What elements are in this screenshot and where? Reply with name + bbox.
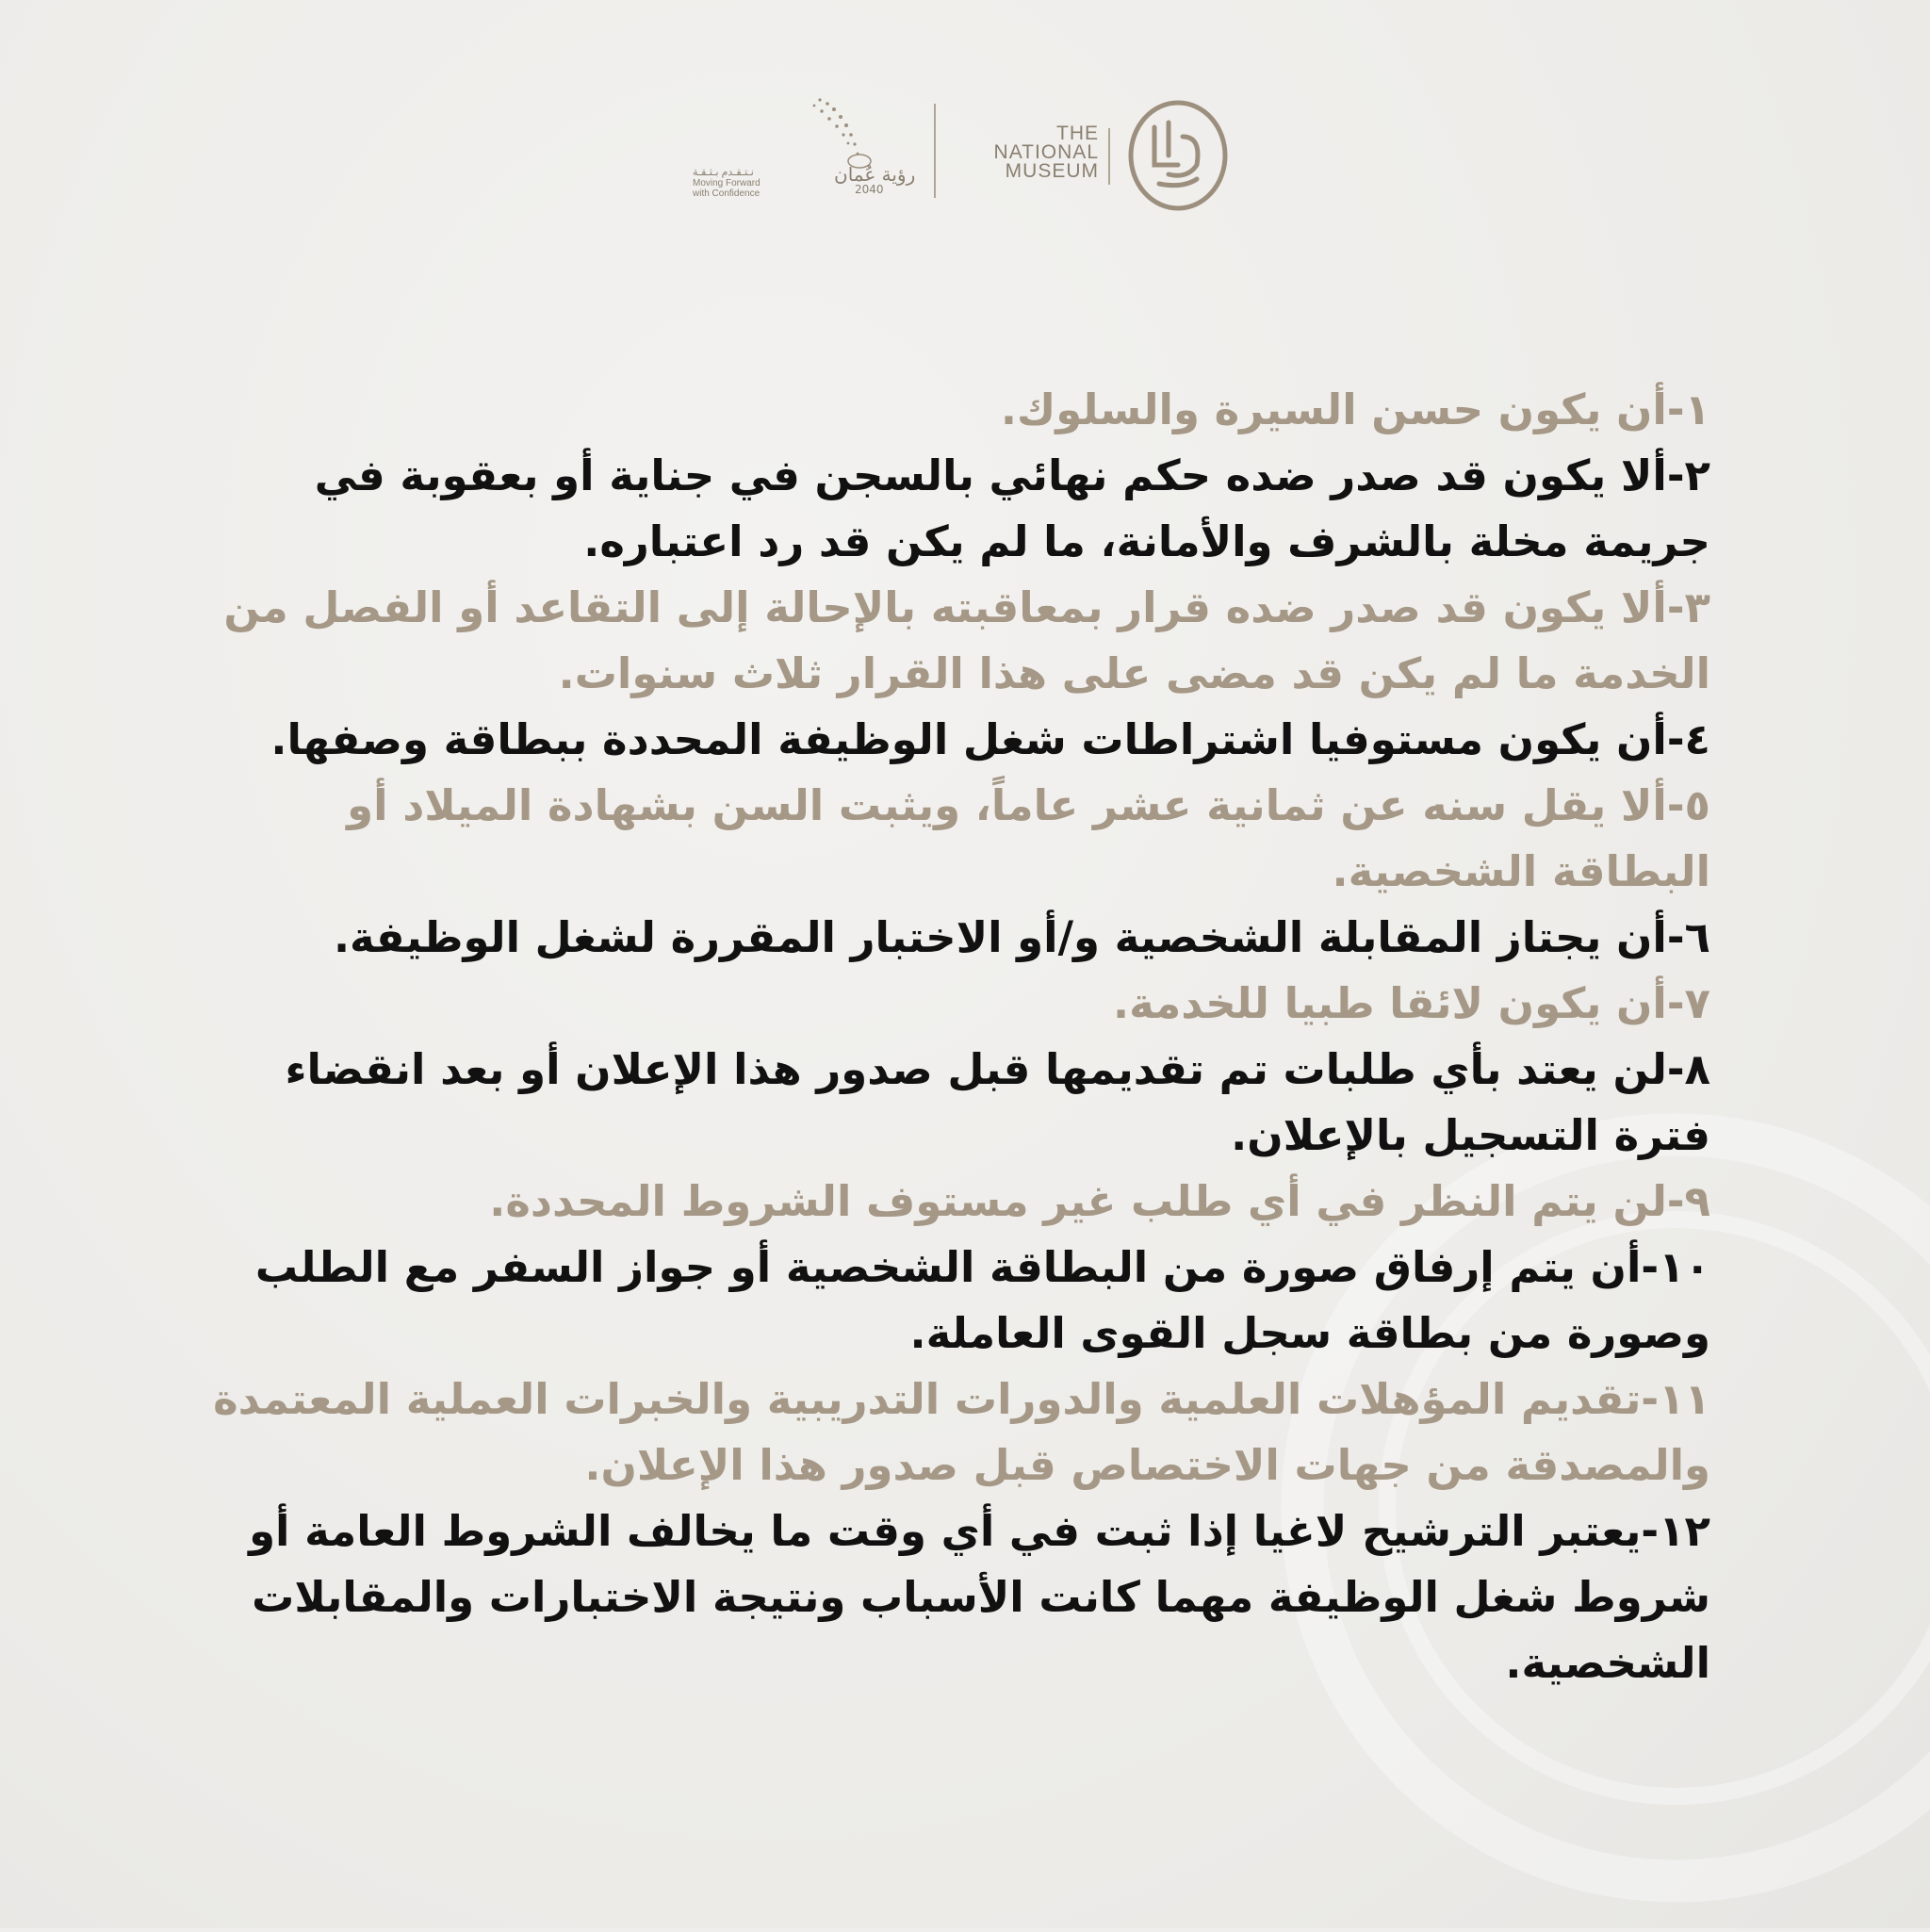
- requirement-line: ٢-ألا يكون قد صدر ضده حكم نهائي بالسجن في جناية أو بعقوبة في: [314, 450, 1710, 500]
- requirement-line: الشخصية.: [1505, 1638, 1710, 1688]
- requirement-item: [203, 1235, 1710, 1367]
- requirement-line: والمصدقة من جهات الاختصاص قبل صدور هذا الإعلان.: [584, 1440, 1710, 1490]
- requirement-line: ١-أن يكون حسن السيرة والسلوك.: [1000, 385, 1710, 434]
- requirement-item: [203, 377, 1710, 443]
- requirement-line: فترة التسجيل بالإعلان.: [1231, 1110, 1710, 1160]
- requirement-item: [203, 1498, 1710, 1696]
- requirement-line: ١١-تقديم المؤهلات العلمية والدورات التدريبية والخبرات العملية المعتمدة: [213, 1374, 1710, 1424]
- requirement-item: [203, 1367, 1710, 1498]
- requirement-item: [203, 443, 1710, 575]
- requirement-line: ٦-أن يجتاز المقابلة الشخصية و/أو الاختبار المقررة لشغل الوظيفة.: [333, 912, 1710, 962]
- requirement-item: [203, 1169, 1710, 1235]
- requirement-line: ٤-أن يكون مستوفيا اشتراطات شغل الوظيفة المحددة ببطاقة وصفها.: [270, 714, 1710, 764]
- requirement-line: الخدمة ما لم يكن قد مضى على هذا القرار ثلاث سنوات.: [558, 648, 1710, 698]
- requirement-item: [203, 1037, 1710, 1169]
- requirement-line: ٩-لن يتم النظر في أي طلب غير مستوف الشروط المحددة.: [489, 1176, 1710, 1226]
- divider: [1108, 128, 1110, 185]
- requirement-line: ٨-لن يعتد بأي طلبات تم تقديمها قبل صدور هذا الإعلان أو بعد انقضاء: [285, 1044, 1710, 1094]
- national-museum-seal-logo: [1126, 99, 1230, 212]
- requirement-line: ٧-أن يكون لائقا طبيا للخدمة.: [1113, 978, 1710, 1028]
- vision-tagline: نـتـقـدم بـثـقـة Moving Forward with Confidence: [693, 167, 761, 199]
- requirement-item: [203, 707, 1710, 773]
- requirement-line: جريمة مخلة بالشرف والأمانة، ما لم يكن قد رد اعتباره.: [583, 516, 1710, 566]
- requirement-line: شروط شغل الوظيفة مهما كانت الأسباب ونتيجة الاختبارات والمقابلات: [252, 1572, 1710, 1622]
- national-museum-wordmark: THE NATIONAL MUSEUM: [993, 123, 1099, 182]
- requirement-line: ١٢-يعتبر الترشيح لاغيا إذا ثبت في أي وقت ما يخالف الشروط العامة أو: [249, 1506, 1710, 1556]
- requirement-line: وصورة من بطاقة سجل القوى العاملة.: [909, 1308, 1710, 1358]
- requirements-list: [203, 377, 1710, 1696]
- divider: [934, 104, 936, 198]
- requirement-item: [203, 971, 1710, 1037]
- header: نـتـقـدم بـثـقـة Moving Forward with Confidence رؤية عُمان 2040 THE NATIONAL MUSEUM: [0, 45, 1930, 177]
- requirement-line: ٣-ألا يكون قد صدر ضده قرار بمعاقبته بالإحالة إلى التقاعد أو الفصل من: [223, 582, 1710, 632]
- requirement-item: [203, 575, 1710, 707]
- requirement-line: البطاقة الشخصية.: [1332, 846, 1710, 896]
- requirement-item: [203, 773, 1710, 905]
- requirement-line: ١٠-أن يتم إرفاق صورة من البطاقة الشخصية أو جواز السفر مع الطلب: [254, 1242, 1710, 1292]
- requirement-line: ٥-ألا يقل سنه عن ثمانية عشر عاماً، ويثبت السن بشهادة الميلاد أو: [347, 780, 1710, 830]
- requirement-item: [203, 905, 1710, 971]
